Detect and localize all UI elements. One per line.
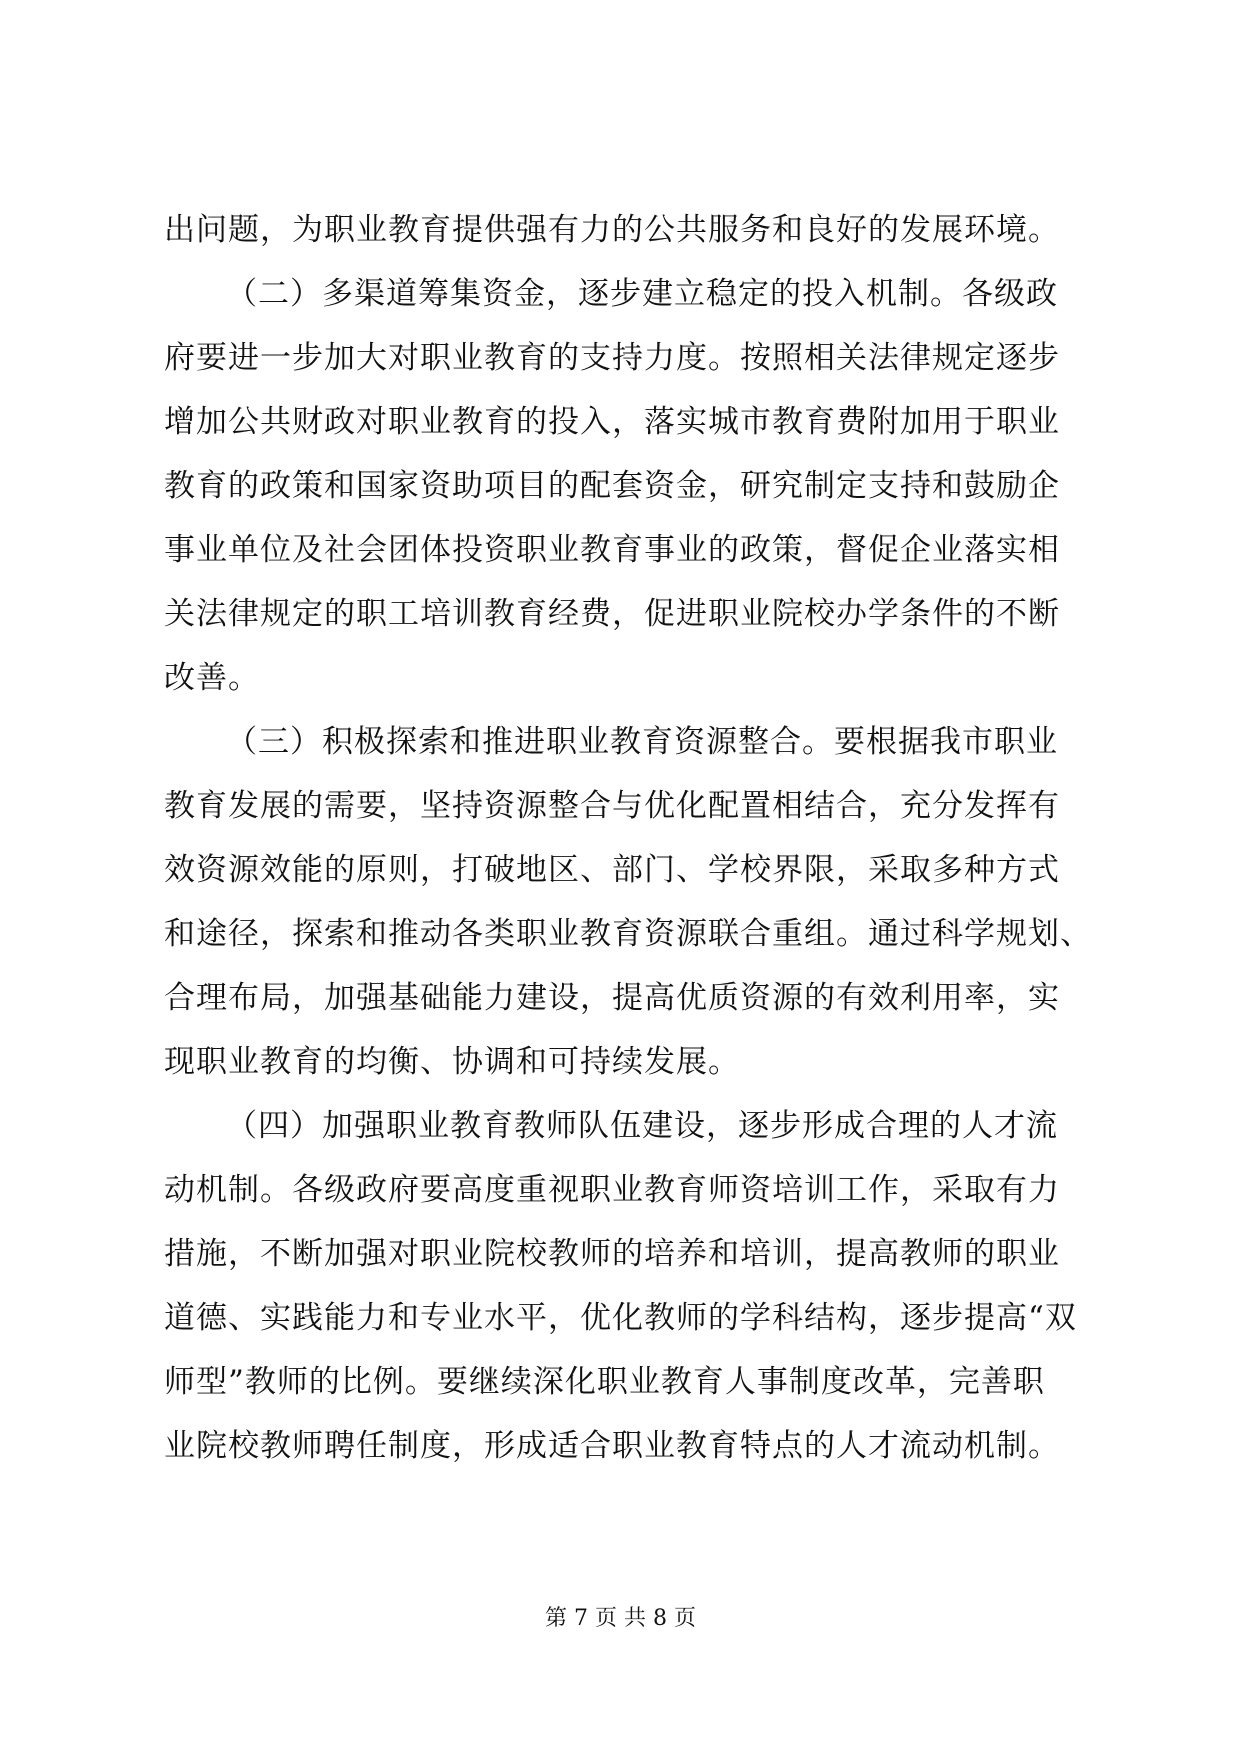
- text-line: 关法律规定的职工培训教育经费，促进职业院校办学条件的不断: [164, 596, 1060, 632]
- text-line: 府要进一步加大对职业教育的支持力度。按照相关法律规定逐步: [164, 340, 1060, 376]
- text-line: 和途径，探索和推动各类职业教育资源联合重组。通过科学规划、: [164, 916, 1092, 952]
- text-line: 现职业教育的均衡、协调和可持续发展。: [164, 1044, 740, 1080]
- text-line: 事业单位及社会团体投资职业教育事业的政策，督促企业落实相: [164, 532, 1060, 568]
- text-line: 教育的政策和国家资助项目的配套资金，研究制定支持和鼓励企: [164, 468, 1060, 504]
- text-line: 师型”教师的比例。要继续深化职业教育人事制度改革，完善职: [164, 1364, 1045, 1400]
- text-line: 效资源效能的原则，打破地区、部门、学校界限，采取多种方式: [164, 852, 1060, 888]
- text-line: 出问题，为职业教育提供强有力的公共服务和良好的发展环境。: [164, 212, 1060, 248]
- text-line: 合理布局，加强基础能力建设，提高优质资源的有效利用率，实: [164, 980, 1060, 1016]
- page-number: 第 7 页 共 8 页: [545, 1606, 696, 1631]
- text-line: 措施，不断加强对职业院校教师的培养和培训，提高教师的职业: [164, 1236, 1060, 1272]
- text-line: 改善。: [164, 660, 260, 696]
- section-3-heading-line: （三）积极探索和推进职业教育资源整合。要根据我市职业: [226, 724, 1058, 760]
- section-2-heading-line: （二）多渠道筹集资金，逐步建立稳定的投入机制。各级政: [226, 276, 1058, 312]
- document-body: [164, 198, 1092, 1478]
- text-line: 道德、实践能力和专业水平，优化教师的学科结构，逐步提高“双: [164, 1300, 1077, 1336]
- text-line: 增加公共财政对职业教育的投入，落实城市教育费附加用于职业: [164, 404, 1060, 440]
- section-4-heading-line: （四）加强职业教育教师队伍建设，逐步形成合理的人才流: [226, 1108, 1058, 1144]
- text-line: 教育发展的需要，坚持资源整合与优化配置相结合，充分发挥有: [164, 788, 1060, 824]
- text-line: 业院校教师聘任制度，形成适合职业教育特点的人才流动机制。: [164, 1428, 1060, 1464]
- text-line: 动机制。各级政府要高度重视职业教育师资培训工作，采取有力: [164, 1172, 1060, 1208]
- page-footer: [0, 1604, 1241, 1634]
